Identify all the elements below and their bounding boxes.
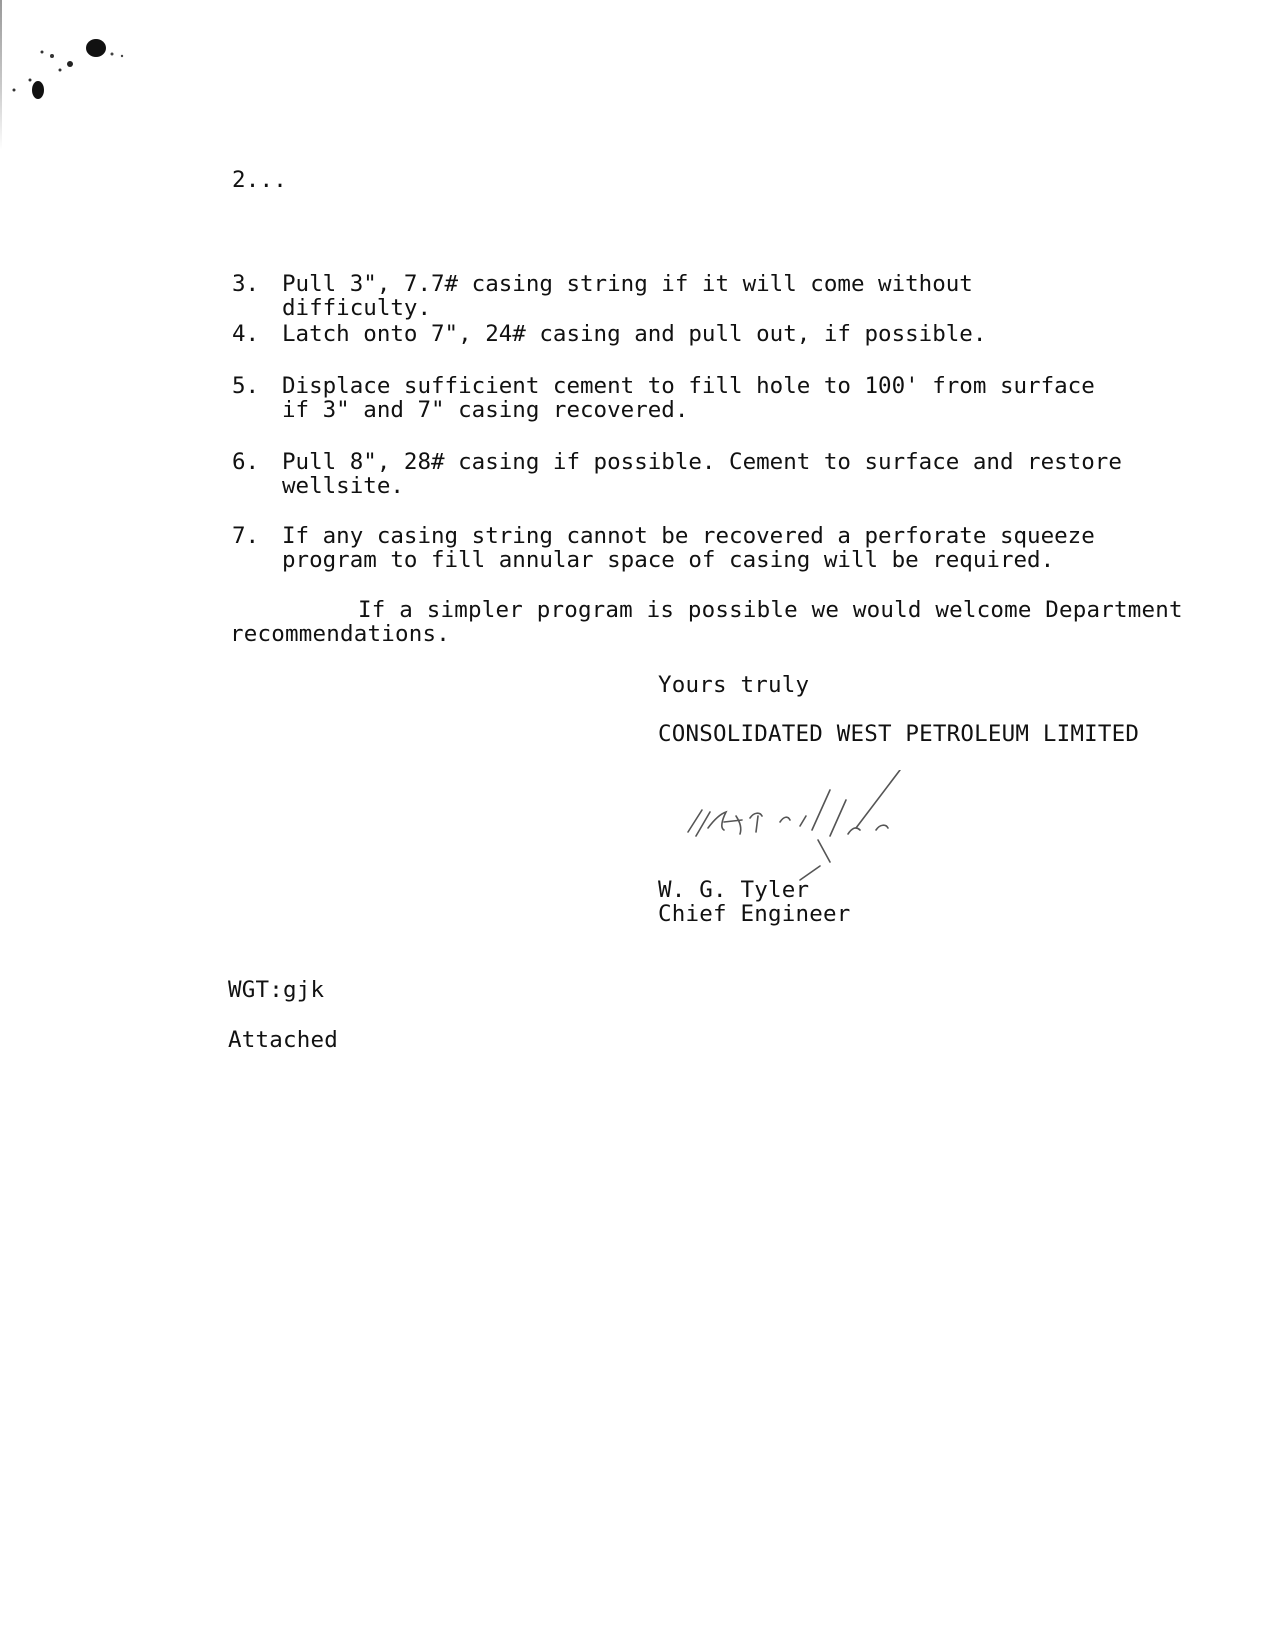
list-item-number: 5. [232, 373, 260, 399]
reference-initials: WGT:gjk [228, 977, 325, 1003]
signer-title: Chief Engineer [658, 901, 851, 927]
closing-paragraph-line1: If a simpler program is possible we would welcome Department [358, 597, 1183, 623]
list-item-text: Latch onto 7", 24# casing and pull out, if possible. [282, 321, 987, 347]
closing-paragraph-line2: recommendations. [230, 621, 450, 647]
salutation: Yours truly [658, 672, 810, 698]
list-item-number: 6. [232, 449, 260, 475]
list-item-text: If any casing string cannot be recovered a perforate squeeze program to fill annular space of casing will be required. [282, 523, 1095, 573]
list-item-number: 3. [232, 271, 260, 297]
ink-smudge [0, 30, 140, 110]
list-item-number: 7. [232, 523, 260, 549]
signer-name: W. G. Tyler [658, 877, 810, 903]
handwritten-signature [680, 770, 950, 890]
company-name: CONSOLIDATED WEST PETROLEUM LIMITED [658, 721, 1140, 747]
enclosure-note: Attached [228, 1027, 338, 1053]
list-item-text: Pull 8", 28# casing if possible. Cement to surface and restore wellsite. [282, 449, 1122, 499]
page-marker: 2... [232, 167, 287, 193]
list-item-text: Pull 3", 7.7# casing string if it will come without difficulty. [282, 271, 973, 321]
list-item-number: 4. [232, 321, 260, 347]
list-item-text: Displace sufficient cement to fill hole to 100' from surface if 3" and 7" casing recovered. [282, 373, 1095, 423]
